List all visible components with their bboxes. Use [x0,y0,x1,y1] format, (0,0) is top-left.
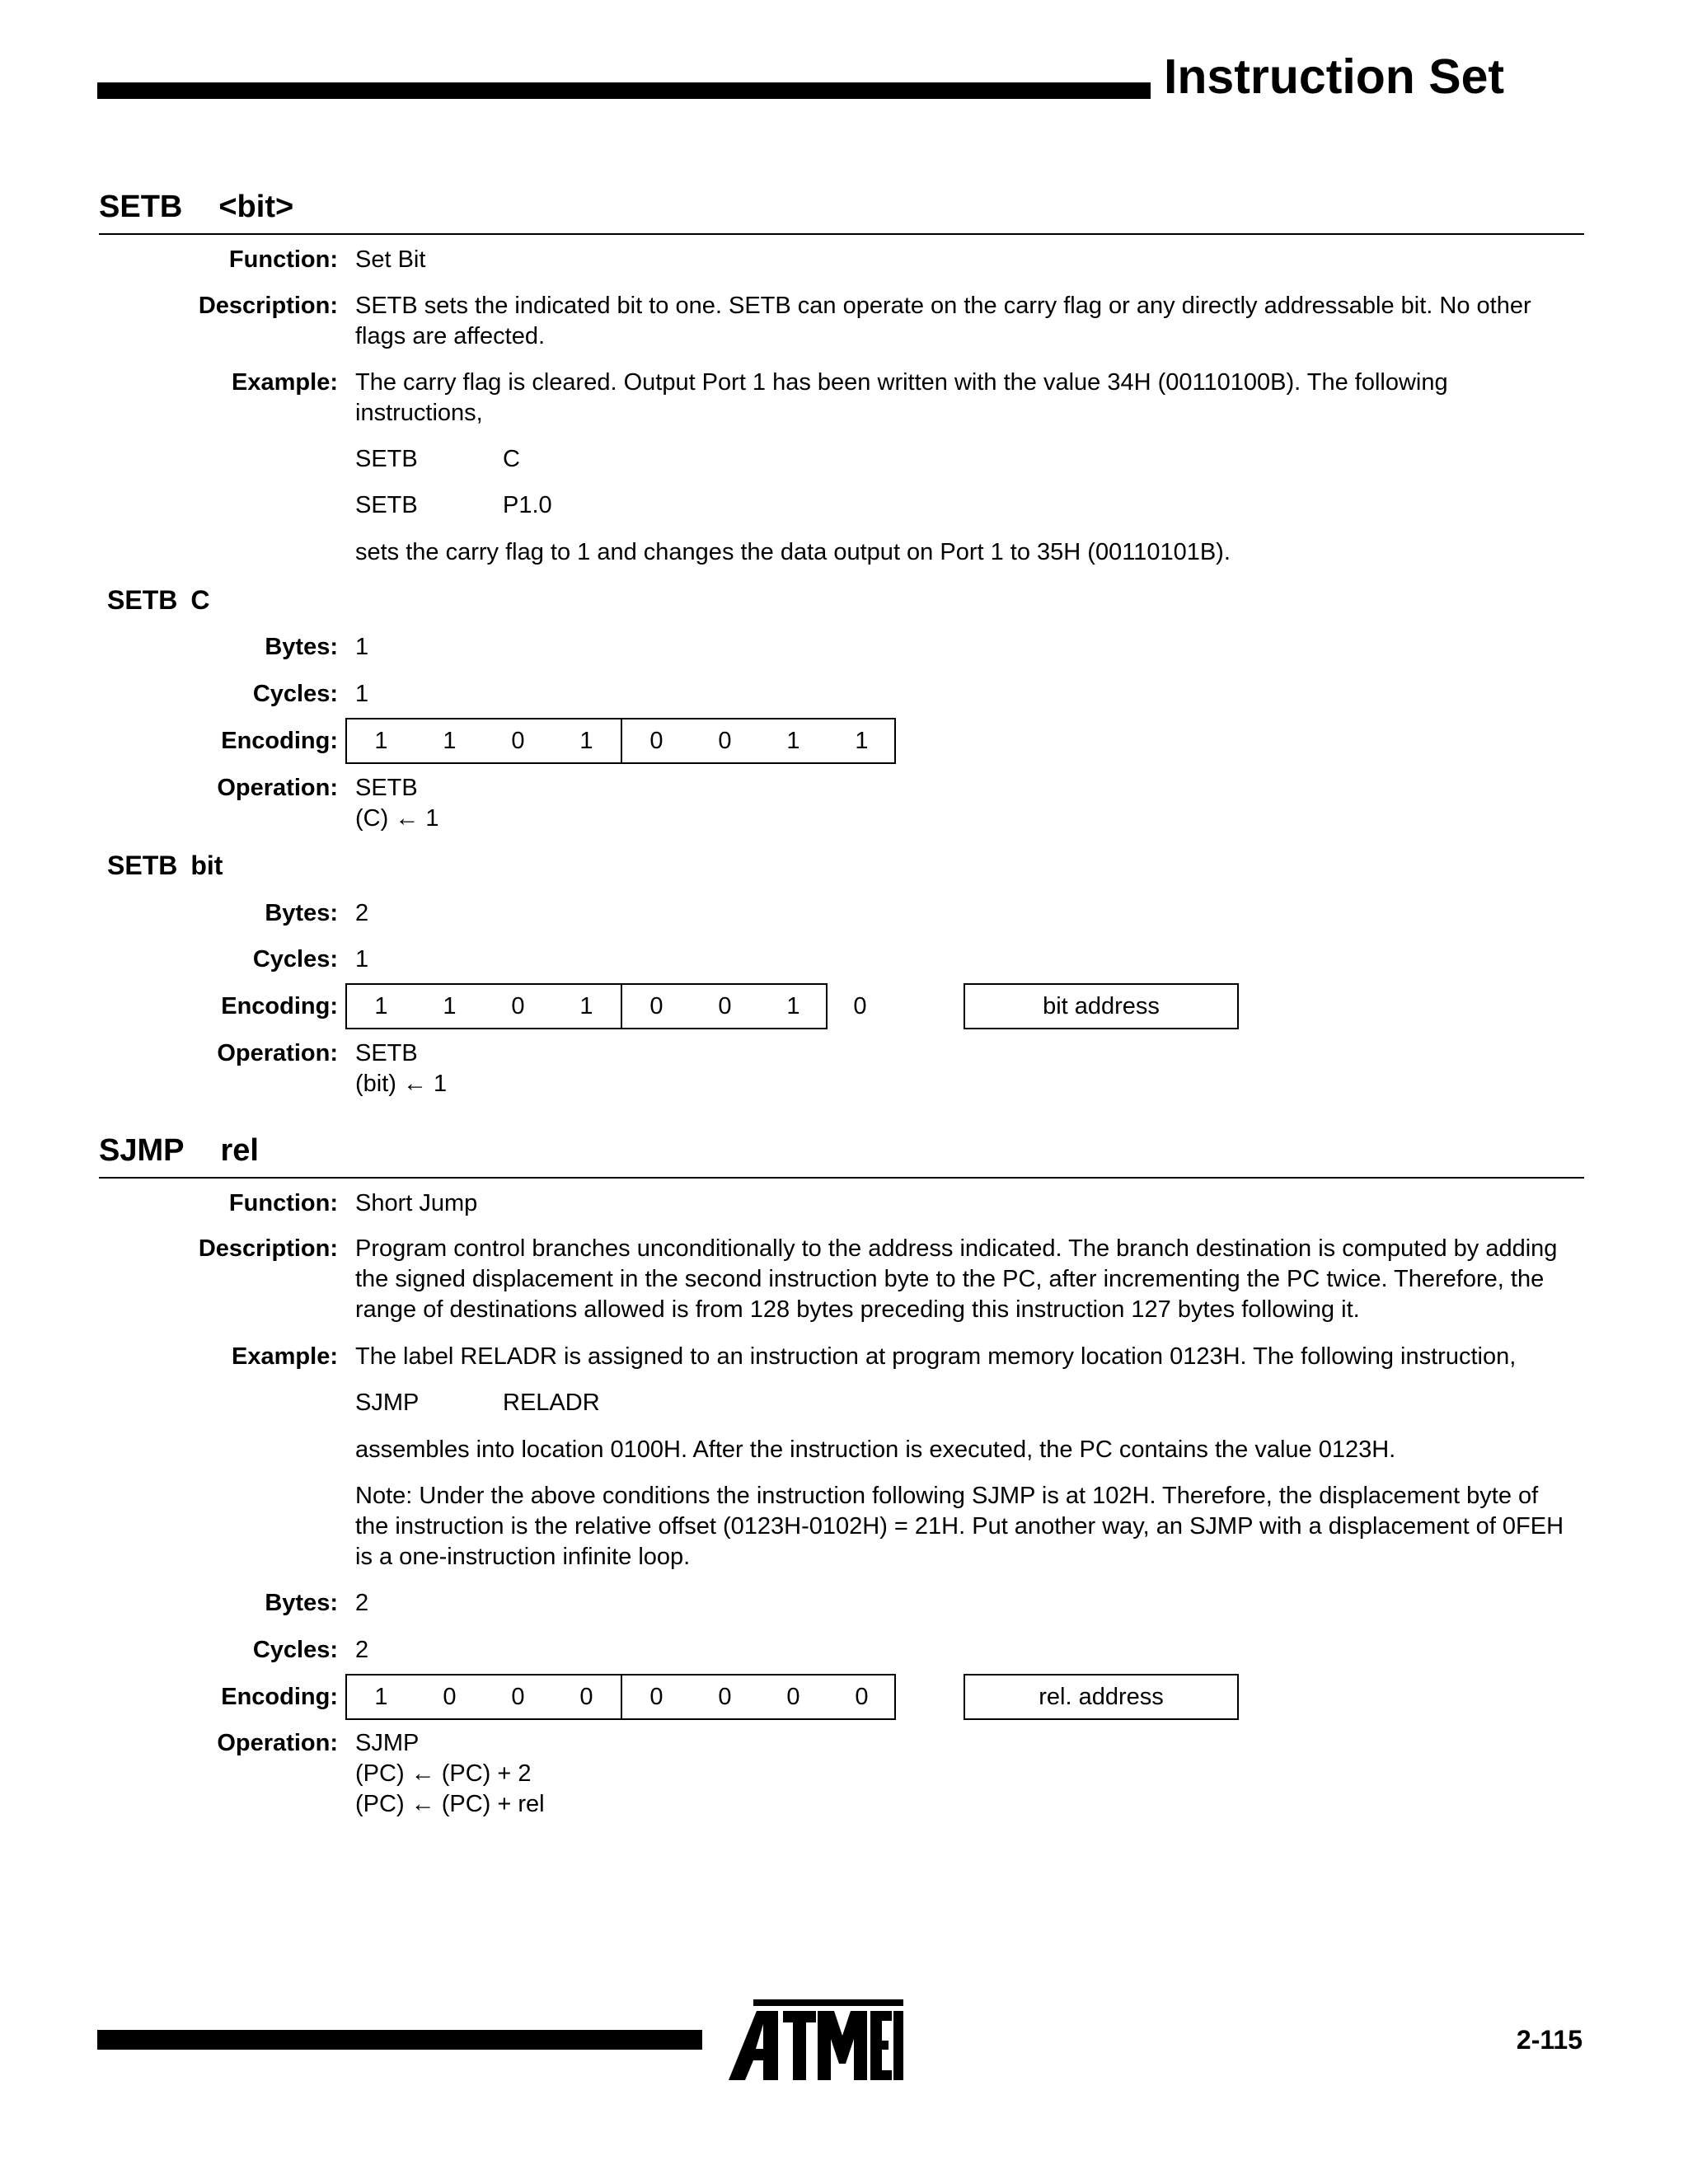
setb-mnemonic: SETB [99,190,183,224]
setb-bit-cycles-label: Cycles: [252,946,338,972]
setb-c-operation-label: Operation: [217,775,338,801]
encoding-bit: 0 [718,728,732,754]
sjmp-function-label: Function: [228,1190,338,1216]
encoding-bit: 1 [786,728,800,754]
encoding-bit: 0 [443,1684,457,1710]
setb-c-bytes-label: Bytes: [265,634,338,660]
sjmp-operation-label: Operation: [217,1730,338,1756]
setb-description-label: Description: [198,293,338,319]
sjmp-note: Note: Under the above conditions the instruction following SJMP is at 102H. Therefore, the displacement byte of the instruction is the relative offset (0123H-0102H) = 21H. Put another way, an SJMP with a displacement of 0FEH is a one-instruction infinite loop. [355,1483,1564,1570]
setb-bit-encoding-label: Encoding: [221,993,338,1019]
sjmp-encoding-high-nibble [345,1674,622,1720]
sjmp-section-title [99,1135,259,1166]
setb-c-title [107,587,209,613]
setb-section-rule [99,233,1584,235]
sjmp-function-value: Short Jump [355,1190,478,1216]
sjmp-example-label: Example: [232,1343,338,1370]
encoding-bit: 1 [855,728,869,754]
atmel-logo [729,1999,903,2086]
encoding-bit: 0 [649,728,663,754]
sjmp-encoding-label: Encoding: [221,1684,338,1710]
page-number: 2-115 [1516,2025,1582,2055]
encoding-bit: 1 [374,993,388,1019]
setb-example-code-op-1: SETB [355,446,418,472]
setb-c-encoding-label: Encoding: [221,728,338,754]
sjmp-example-code-op: SJMP [355,1390,420,1416]
sjmp-example-result: assembles into location 0100H. After the instruction is executed, the PC contains the value 0123H. [355,1436,1396,1463]
setb-bit-operation-label: Operation: [217,1040,338,1066]
setb-bit-encoding-low-nibble [621,983,828,1029]
encoding-bit: 1 [579,993,593,1019]
sjmp-cycles-value: 2 [355,1637,369,1663]
setb-example-intro: The carry flag is cleared. Output Port 1 has been written with the value 34H (00110100B). The following instructions, [355,369,1448,426]
setb-c-mnemonic: SETB [107,585,178,615]
encoding-bit: 0 [579,1684,593,1710]
setb-bit-mnemonic: SETB [107,851,178,880]
setb-c-cycles-label: Cycles: [252,681,338,707]
sjmp-operation-line-3: (PC) ← (PC) + rel [355,1791,545,1817]
sjmp-section-rule [99,1177,1584,1179]
setb-example-code-arg-2: P1.0 [503,492,552,518]
setb-bit-encoding-high-nibble [345,983,622,1029]
sjmp-example-code-arg: RELADR [503,1390,600,1416]
footer-rule [97,2030,702,2050]
encoding-bit: 0 [511,993,525,1019]
setb-c-operation-line-2: (C) ← 1 [355,805,439,832]
setb-c-encoding-low-nibble [621,718,896,764]
setb-function-value: Set Bit [355,246,426,273]
sjmp-bytes-label: Bytes: [265,1590,338,1616]
encoding-bit: 0 [511,1684,525,1710]
setb-bit-operation-line-2: (bit) ← 1 [355,1071,448,1097]
setb-c-operation-line-1: SETB [355,775,418,801]
setb-bit-bytes-value: 2 [355,900,369,926]
sjmp-encoding-low-nibble [621,1674,896,1720]
sjmp-description-label: Description: [198,1235,338,1262]
sjmp-operation-line-2: (PC) ← (PC) + 2 [355,1760,532,1787]
page-header-title: Instruction Set [1164,49,1505,104]
encoding-bit: 1 [579,728,593,754]
setb-bit-operand: bit [190,851,223,880]
sjmp-mnemonic: SJMP [99,1133,185,1168]
setb-example-result: sets the carry flag to 1 and changes the data output on Port 1 to 35H (00110101B). [355,539,1231,565]
setb-example-label: Example: [232,369,338,396]
encoding-bit: 0 [855,1684,869,1710]
encoding-bit: 0 [718,993,732,1019]
setb-c-bytes-value: 1 [355,634,369,660]
setb-c-encoding-high-nibble [345,718,622,764]
setb-example-code-op-2: SETB [355,492,418,518]
encoding-bit: 1 [786,993,800,1019]
setb-c-operand: C [190,585,210,615]
setb-bit-operation-line-1: SETB [355,1040,418,1066]
setb-bit-cycles-value: 1 [355,946,369,972]
encoding-bit: 0 [853,993,867,1019]
sjmp-operation-line-1: SJMP [355,1730,420,1756]
encoding-bit: 1 [443,993,457,1019]
header-rule [97,82,1151,99]
sjmp-rel-address-box: rel. address [964,1674,1239,1720]
encoding-bit: 0 [718,1684,732,1710]
setb-section-title [99,191,293,223]
encoding-bit: 1 [443,728,457,754]
sjmp-bytes-value: 2 [355,1590,369,1616]
encoding-bit: 0 [649,993,663,1019]
setb-bit-address-box: bit address [964,983,1239,1029]
sjmp-example-intro: The label RELADR is assigned to an instruction at program memory location 0123H. The following instruction, [355,1343,1517,1370]
encoding-bit: 0 [511,728,525,754]
sjmp-description-text: Program control branches unconditionally to the address indicated. The branch destination is computed by adding the signed displacement in the second instruction byte to the PC, after incrementing the PC twice. Therefore, the range of destinations allowed is from 128 bytes preceding this instruction 127 bytes following it. [355,1235,1558,1323]
setb-example-code-arg-1: C [503,446,520,472]
setb-operand: <bit> [218,190,294,224]
encoding-bit: 1 [374,1684,388,1710]
setb-bit-title [107,852,223,879]
sjmp-cycles-label: Cycles: [252,1637,338,1663]
setb-description-text: SETB sets the indicated bit to one. SETB can operate on the carry flag or any directly addressable bit. No other flags are affected. [355,293,1531,349]
encoding-bit: 0 [786,1684,800,1710]
encoding-bit: 1 [374,728,388,754]
sjmp-operand: rel [220,1133,259,1168]
setb-bit-bytes-label: Bytes: [265,900,338,926]
setb-c-cycles-value: 1 [355,681,369,707]
setb-function-label: Function: [228,246,338,273]
encoding-bit: 0 [649,1684,663,1710]
